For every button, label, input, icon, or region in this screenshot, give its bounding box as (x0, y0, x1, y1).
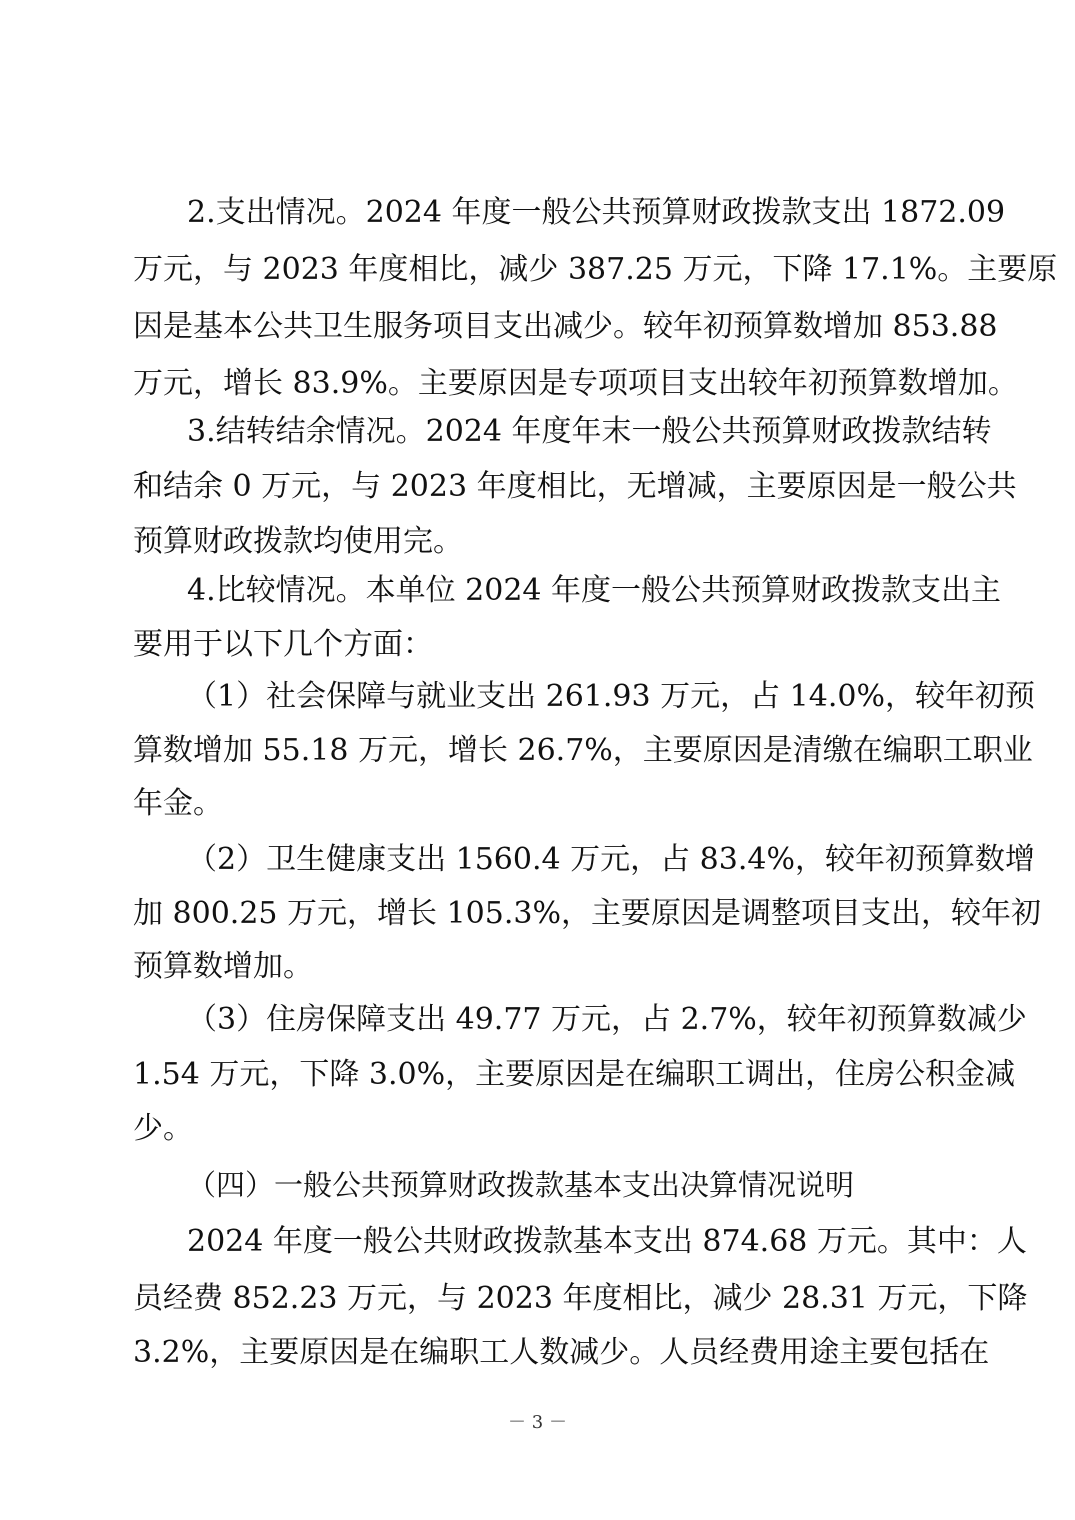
paragraph-line: （1）社会保障与就业支出 261.93 万元，占 14.0%，较年初预 (187, 679, 1035, 714)
paragraph-line: 预算数增加。 (133, 949, 313, 984)
paragraph-line: 2.支出情况。2024 年度一般公共预算财政拨款支出 1872.09 (187, 195, 1006, 230)
paragraph-line: 和结余 0 万元，与 2023 年度相比，无增减，主要原因是一般公共 (133, 469, 1017, 504)
paragraph-line: 年金。 (133, 786, 223, 821)
paragraph-line: （3）住房保障支出 49.77 万元，占 2.7%，较年初预算数减少 (187, 1002, 1027, 1037)
paragraph-line: 1.54 万元，下降 3.0%，主要原因是在编职工调出，住房公积金减 (133, 1057, 1016, 1092)
paragraph-line: 因是基本公共卫生服务项目支出减少。较年初预算数增加 853.88 (133, 309, 998, 344)
paragraph-line: 要用于以下几个方面： (133, 627, 433, 662)
paragraph-line: 万元，与 2023 年度相比，减少 387.25 万元，下降 17.1%。主要原 (133, 252, 1058, 287)
paragraph-line: （2）卫生健康支出 1560.4 万元，占 83.4%，较年初预算数增 (187, 842, 1035, 877)
paragraph-line: 员经费 852.23 万元，与 2023 年度相比，减少 28.31 万元，下降 (133, 1281, 1028, 1316)
paragraph-line: 3.结转结余情况。2024 年度年末一般公共预算财政拨款结转 (187, 414, 992, 449)
section-heading: （四）一般公共预算财政拨款基本支出决算情况说明 (187, 1168, 855, 1202)
paragraph-line: 少。 (133, 1111, 193, 1146)
paragraph-line: 3.2%，主要原因是在编职工人数减少。人员经费用途主要包括在 (133, 1335, 990, 1370)
paragraph-line: 万元，增长 83.9%。主要原因是专项项目支出较年初预算数增加。 (133, 366, 1018, 401)
page-number: － 3 － (508, 1412, 567, 1433)
paragraph-line: 算数增加 55.18 万元，增长 26.7%，主要原因是清缴在编职工职业 (133, 733, 1033, 768)
paragraph-line: 4.比较情况。本单位 2024 年度一般公共预算财政拨款支出主 (187, 573, 1002, 608)
paragraph-line: 2024 年度一般公共财政拨款基本支出 874.68 万元。其中：人 (187, 1224, 1027, 1259)
paragraph-line: 加 800.25 万元，增长 105.3%，主要原因是调整项目支出，较年初 (133, 896, 1041, 931)
paragraph-line: 预算财政拨款均使用完。 (133, 524, 463, 559)
